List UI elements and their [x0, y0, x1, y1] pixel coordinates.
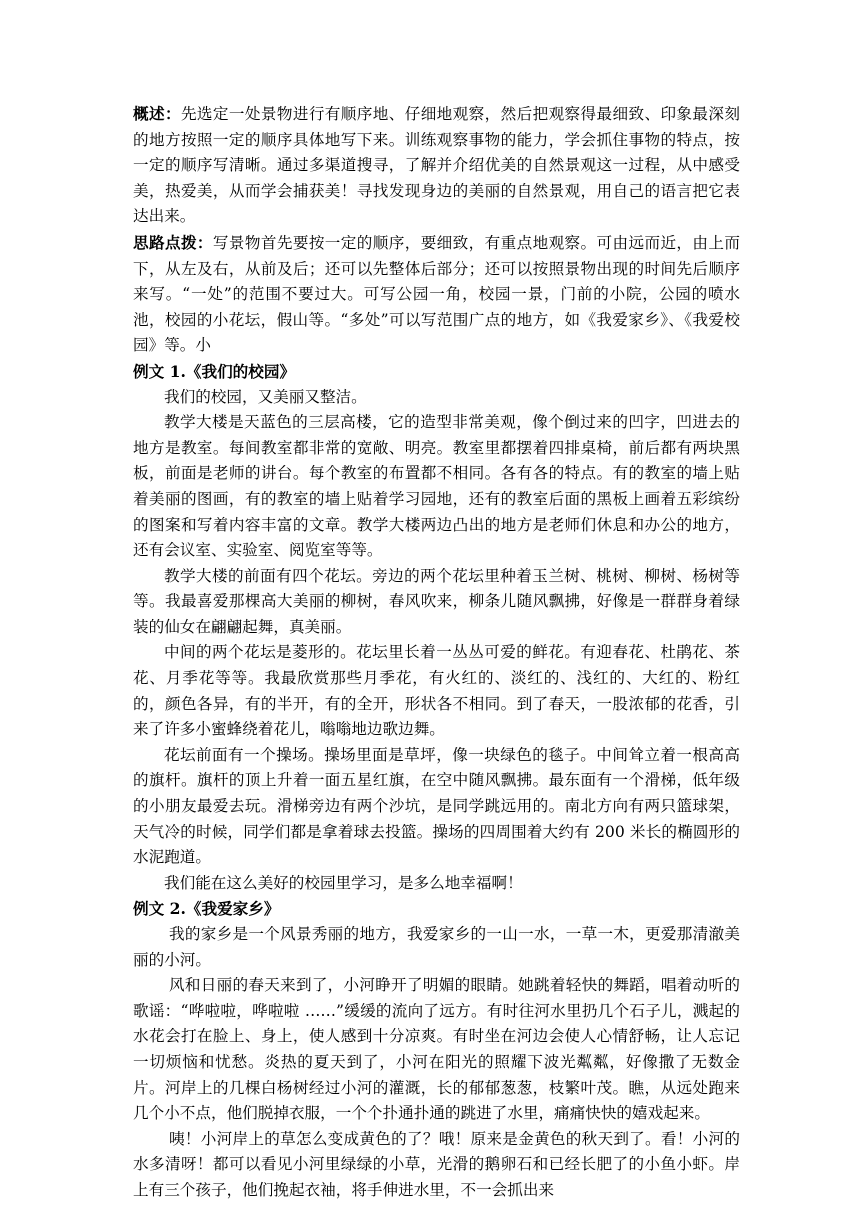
- overview-label: 概述：: [133, 104, 181, 123]
- example2-paragraph: 咦！小河岸上的草怎么变成黄色的了？哦！原来是金黄色的秋天到了。看！小河的水多清呀！都可以看见小河里绿绿的小草，光滑的鹅卵石和已经长肥了的小鱼小虾。岸上有三个孩子，他们挽起衣袖，将手伸进水里，不一会抓出来: [133, 1129, 740, 1199]
- example1-paragraph: 花坛前面有一个操场。操场里面是草坪，像一块绿色的毯子。中间耸立着一根高高的旗杆。旗杆的顶上升着一面五星红旗，在空中随风飘拂。最东面有一个滑梯，低年级的小朋友最爱去玩。滑梯旁边有两个沙坑，是同学跳远用的。南北方向有两只篮球架，天气冷的时候，同学们都是拿着球去投篮。操场的四周围着大约有 200 米长的椭圆形的水泥跑道。: [133, 745, 740, 867]
- example2-title: 例文 2.《我爱家乡》: [133, 899, 280, 919]
- example1-paragraph: 教学大楼的前面有四个花坛。旁边的两个花坛里种着玉兰树、桃树、柳树、杨树等等。我最喜爱那棵高大美丽的柳树，春风吹来，柳条儿随风飘拂，好像是一群群身着绿装的仙女在翩翩起舞，真美丽。: [133, 566, 740, 636]
- overview-text: 先选定一处景物进行有顺序地、仔细地观察，然后把观察得最细致、印象最深刻的地方按照一定的顺序具体地写下来。训练观察事物的能力，学会抓住事物的特点，按一定的顺序写清晰。通过多渠道搜寻，了解并介绍优美的自然景观这一过程，从中感受美，热爱美，从而学会捕获美！寻找发现身边的美丽的自然景观，用自己的语言把它表达出来。: [133, 105, 740, 226]
- tips-text: 写景物首先要按一定的顺序，要细致，有重点地观察。可由远而近，由上而下，从左及右，从前及后；还可以先整体后部分；还可以按照景物出现的时间先后顺序来写。“一处”的范围不要过大。可写公园一角，校园一景，门前的小院，公园的喷水池，校园的小花坛，假山等。“多处”可以写范围广点的地方，如《我爱家乡》、《我爱校园》等。小: [133, 233, 740, 355]
- overview-paragraph: [133, 101, 740, 230]
- tips-label: 思路点拨：: [133, 232, 213, 252]
- tips-paragraph: [133, 230, 740, 359]
- example1-paragraph: 中间的两个花坛是菱形的。花坛里长着一丛丛可爱的鲜花。有迎春花、杜鹃花、茶花、月季花等等。我最欣赏那些月季花，有火红的、淡红的、浅红的、大红的、粉红的，颜色各异，有的半开，有的全开，形状各不相同。到了春天，一股浓郁的花香，引来了许多小蜜蜂绕着花儿，嗡嗡地边歌边舞。: [133, 643, 740, 739]
- example1-paragraph: 我们的校园，又美丽又整洁。: [164, 387, 367, 406]
- example1-paragraph: 我们能在这么美好的校园里学习，是多么地幸福啊！: [164, 873, 523, 892]
- example1-paragraph: 教学大楼是天蓝色的三层高楼，它的造型非常美观，像个倒过来的凹字，凹进去的地方是教室。每间教室都非常的宽敞、明亮。教室里都摆着四排桌椅，前后都有两块黑板，前面是老师的讲台。每个教室的布置都不相同。各有各的特点。有的教室的墙上贴着美丽的图画，有的教室的墙上贴着学习园地，还有的教室后面的黑板上画着五彩缤纷的图案和写着内容丰富的文章。教学大楼两边凸出的地方是老师们休息和办公的地方，还有会议室、实验室、阅览室等等。: [133, 413, 740, 560]
- example2-paragraph: 我的家乡是一个风景秀丽的地方，我爱家乡的一山一水，一草一木，更爱那清澈美丽的小河。: [133, 925, 740, 969]
- example1-title: 例文 1.《我们的校园》: [133, 361, 296, 381]
- example2-paragraph: 风和日丽的春天来到了，小河睁开了明媚的眼睛。她跳着轻快的舞蹈，唱着动听的歌谣：“哗啦啦，哗啦啦 ……”缓缓的流向了远方。有时往河水里扔几个石子儿，溅起的水花会打在脸上、身上，使人感到十分凉爽。有时坐在河边会使人心情舒畅，让人忘记一切烦恼和忧愁。炎热的夏天到了，小河在阳光的照耀下波光粼粼，好像撒了无数金片。河岸上的几棵白杨树经过小河的灌溉，长的郁郁葱葱，枝繁叶茂。瞧，从远处跑来几个小不点，他们脱掉衣服，一个个扑通扑通的跳进了水里，痛痛快快的嬉戏起来。: [133, 976, 740, 1123]
- document-page: [133, 101, 740, 1204]
